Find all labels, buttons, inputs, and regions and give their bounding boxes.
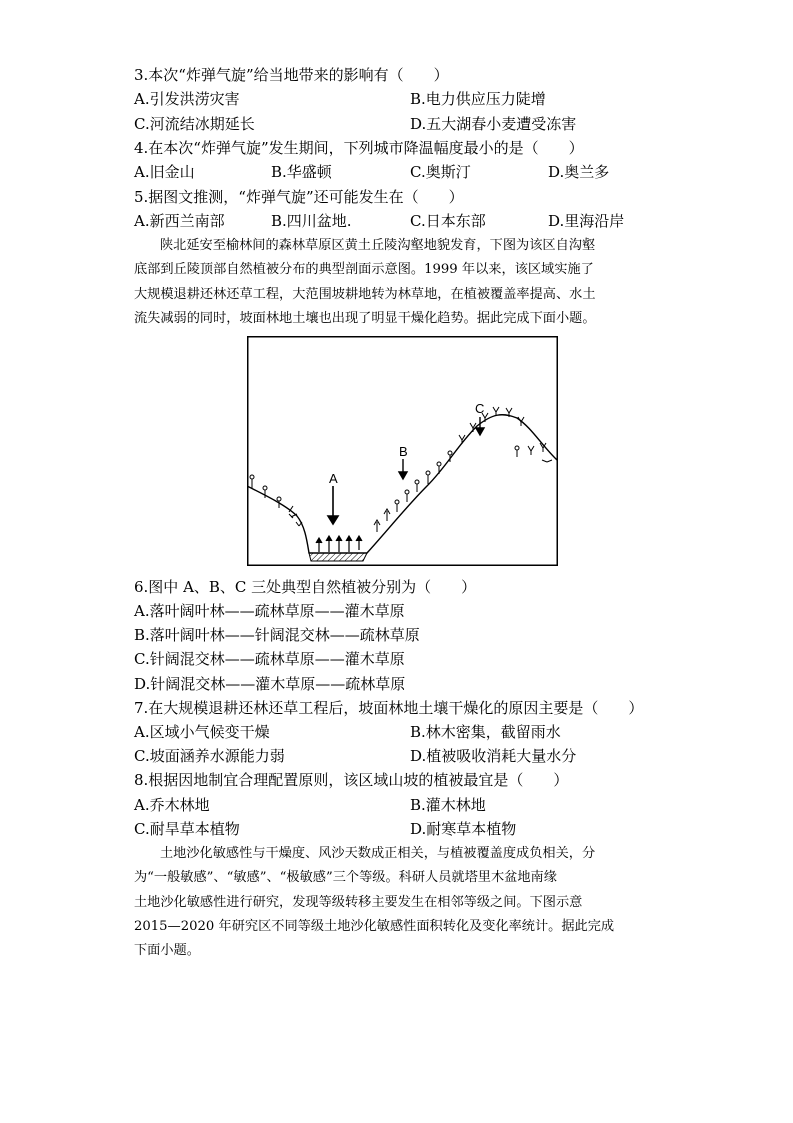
q3-option-a: A.引发洪涝灾害 bbox=[134, 90, 240, 108]
q7-option-b: B.林木密集，截留雨水 bbox=[410, 723, 561, 741]
label-b: B bbox=[399, 444, 408, 459]
q7-option-a: A.区域小气候变干燥 bbox=[134, 723, 270, 741]
q4-option-c: C.奥斯汀 bbox=[410, 163, 471, 181]
q5-option-b: B.四川盆地. bbox=[271, 212, 352, 230]
q5-option-d: D.里海沿岸 bbox=[548, 212, 625, 230]
label-c: C bbox=[475, 401, 485, 416]
terrain-profile bbox=[247, 415, 558, 553]
q8-option-a: A.乔木林地 bbox=[134, 796, 210, 814]
arrow-b bbox=[399, 459, 407, 479]
mid-slope-vegetation bbox=[374, 451, 452, 532]
q4-stem: 4.在本次“炸弹气旋”发生期间，下列城市降温幅度最小的是（ ） bbox=[134, 139, 584, 157]
passage1-line-3: 大规模退耕还林还草工程，大范围坡耕地转为林草地，在植被覆盖率提高、水土 bbox=[134, 286, 596, 302]
q8-option-d: D.耐寒草本植物 bbox=[410, 820, 517, 838]
q3-option-d: D.五大湖春小麦遭受冻害 bbox=[410, 115, 577, 133]
q8-option-c: C.耐旱草本植物 bbox=[134, 820, 240, 838]
q6-option-a: A.落叶阔叶林——疏林草原——灌木草原 bbox=[134, 602, 405, 620]
q4-option-d: D.奥兰多 bbox=[548, 163, 610, 181]
q3-stem: 3.本次“炸弹气旋”给当地带来的影响有（ ） bbox=[134, 66, 449, 84]
q6-option-d: D.针阔混交林——灌木草原——疏林草原 bbox=[134, 675, 406, 693]
passage2-line-4: 2015—2020 年研究区不同等级土地沙化敏感性面积转化及变化率统计。据此完成 bbox=[134, 918, 615, 934]
q6-option-c: C.针阔混交林——疏林草原——灌木草原 bbox=[134, 650, 405, 668]
q5-stem: 5.据图文推测，“炸弹气旋”还可能发生在（ ） bbox=[134, 188, 464, 206]
q6-stem: 6.图中 A、B、C 三处典型自然植被分别为（ ） bbox=[134, 578, 477, 596]
passage-desertification bbox=[134, 842, 674, 963]
valley-tree-group bbox=[316, 536, 362, 552]
q7-option-d: D.植被吸收消耗大量水分 bbox=[410, 747, 577, 765]
q7-stem: 7.在大规模退耕还林还草工程后，坡面林地土壤干燥化的原因主要是（ ） bbox=[134, 699, 644, 717]
q8-option-b: B.灌木林地 bbox=[410, 796, 486, 814]
q8-stem: 8.根据因地制宜合理配置原则，该区域山坡的植被最宜是（ ） bbox=[134, 771, 569, 789]
q5-option-c: C.日本东部 bbox=[410, 212, 486, 230]
passage2-line-3: 土地沙化敏感性进行研究，发现等级转移主要发生在相邻等级之间。下图示意 bbox=[134, 894, 583, 910]
passage1-line-4: 流失减弱的同时，坡面林地土壤也出现了明显干燥化趋势。据此完成下面小题。 bbox=[134, 310, 596, 326]
q7-option-c: C.坡面涵养水源能力弱 bbox=[134, 747, 285, 765]
passage-loess-plateau bbox=[134, 234, 674, 331]
q6-option-b: B.落叶阔叶林——针阔混交林——疏林草原 bbox=[134, 626, 420, 644]
river-bed bbox=[309, 553, 367, 561]
passage2-line-1: 土地沙化敏感性与干燥度、风沙天数成正相关，与植被覆盖度成负相关，分 bbox=[160, 846, 596, 861]
q4-option-b: B.华盛顿 bbox=[271, 163, 332, 181]
passage1-line-2: 底部到丘陵顶部自然植被分布的典型剖面示意图。1999 年以来，该区域实施了 bbox=[134, 262, 594, 278]
q4-option-a: A.旧金山 bbox=[134, 163, 195, 181]
q3-option-c: C.河流结冰期延长 bbox=[134, 115, 255, 133]
label-a: A bbox=[329, 471, 338, 486]
q3-option-b: B.电力供应压力陡增 bbox=[410, 90, 546, 108]
q5-option-a: A.新西兰南部 bbox=[134, 212, 225, 230]
vegetation-profile-figure bbox=[247, 336, 558, 566]
arrow-a bbox=[328, 486, 338, 524]
passage1-line-1: 陕北延安至榆林间的森林草原区黄土丘陵沟壑地貌发育，下图为该区自沟壑 bbox=[160, 238, 596, 253]
passage2-line-2: 为“一般敏感”、“敏感”、“极敏感”三个等级。科研人员就塔里木盆地南缘 bbox=[134, 870, 557, 886]
passage2-line-5: 下面小题。 bbox=[134, 943, 200, 959]
